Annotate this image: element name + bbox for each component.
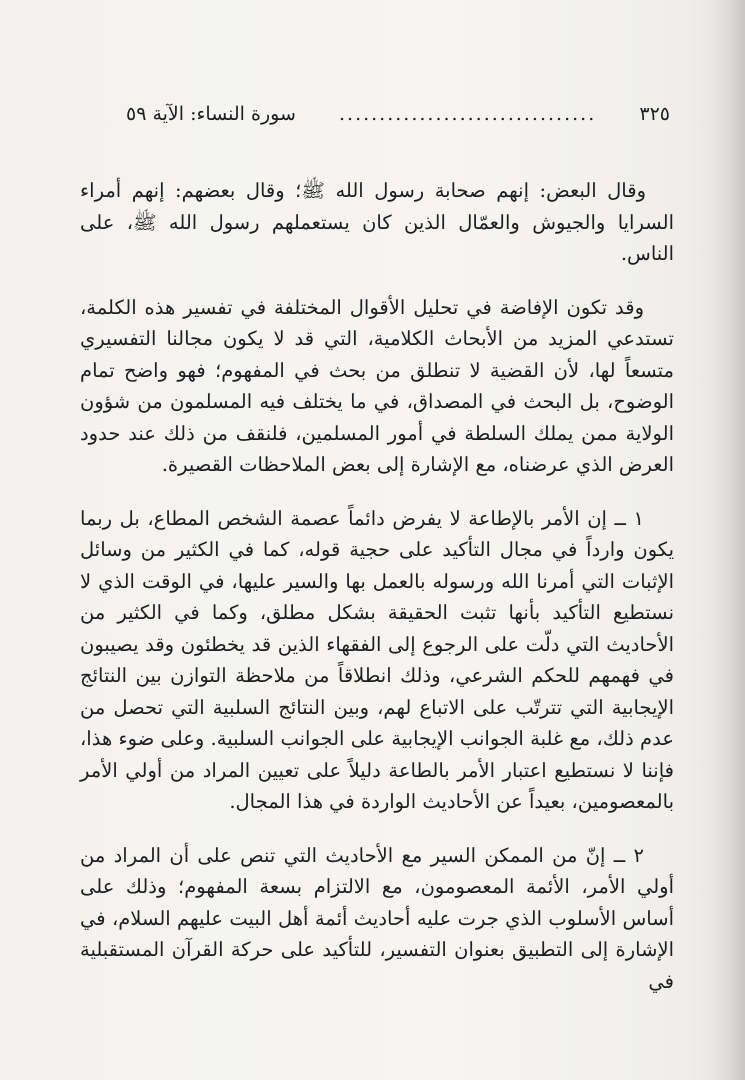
body-text xyxy=(80,175,674,1019)
paragraph-note-2: ٢ ــ إنّ من الممكن السير مع الأحاديث التي تنص على أن المراد من أولي الأمر، الأئمة المعصومون، مع الالتزام بسعة المفهوم؛ وذلك على أساس الأسلوب الذي جرت عليه أحاديث أئمة أهل البيت عليهم السلام، في الإشارة إلى التطبيق بعنوان التفسير، للتأكيد على حركة القرآن المستقبلية في xyxy=(80,843,674,993)
page-gutter-shadow xyxy=(709,0,745,1080)
paragraph-elaboration: وقد تكون الإفاضة في تحليل الأقوال المختلفة في تفسير هذه الكلمة، تستدعي المزيد من الأبحاث الكلامية، التي قد لا يكون مجالنا التفسيري متسعاً لها، لأن القضية لا تنطلق من بحث في المفهوم؛ فهو واضح تمام الوضوح، بل البحث في المصداق، في ما يختلف فيه المسلمون من شؤون الولاية ممن يملك السلطة في أمور المسلمين، فلنقف من ذلك عند حدود العرض الذي عرضناه، مع الإشارة إلى بعض الملاحظات القصيرة. xyxy=(80,295,674,476)
running-head: سورة النساء: الآية ٥٩ xyxy=(126,103,296,125)
paragraph-opinions: وقال البعض: إنهم صحابة رسول الله ﷺ؛ وقال بعضهم: إنهم أمراء السرايا والجيوش والعمّال الذين كان يستعملهم رسول الله ﷺ، على الناس. xyxy=(80,179,674,265)
page-number: ٣٢٥ xyxy=(639,103,670,125)
page-header xyxy=(126,97,670,131)
paragraph-note-1: ١ ــ إن الأمر بالإطاعة لا يفرض دائماً عصمة الشخص المطاع، بل ربما يكون وارداً في مجال التأكيد على حجية قوله، كما في الكثير من وسائل الإثبات التي أمرنا الله ورسوله بالعمل بها والسير عليها، في الوقت الذي لا نستطيع التأكيد بأنها تثبت الحقيقة بشكل مطلق، وكما في الكثير من الأحاديث التي دلّت على الرجوع إلى الفقهاء الذين قد يخطئون وقد يصيبون في فهمهم للحكم الشرعي، وذلك انطلاقاً من ملاحظة التوازن بين النتائج الإيجابية التي تترتّب على الاتباع لهم، وبين النتائج السلبية التي تحصل من عدم ذلك، مع غلبة الجوانب الإيجابية على الجوانب السلبية. وعلى ضوء هذا، فإننا لا نستطيع اعتبار الأمر بالطاعة دليلاً على تعيين المراد من أولي الأمر بالمعصومين، بعيداً عن الأحاديث الواردة في هذا المجال. xyxy=(80,506,674,813)
dot-leader: ................................ xyxy=(338,103,597,125)
